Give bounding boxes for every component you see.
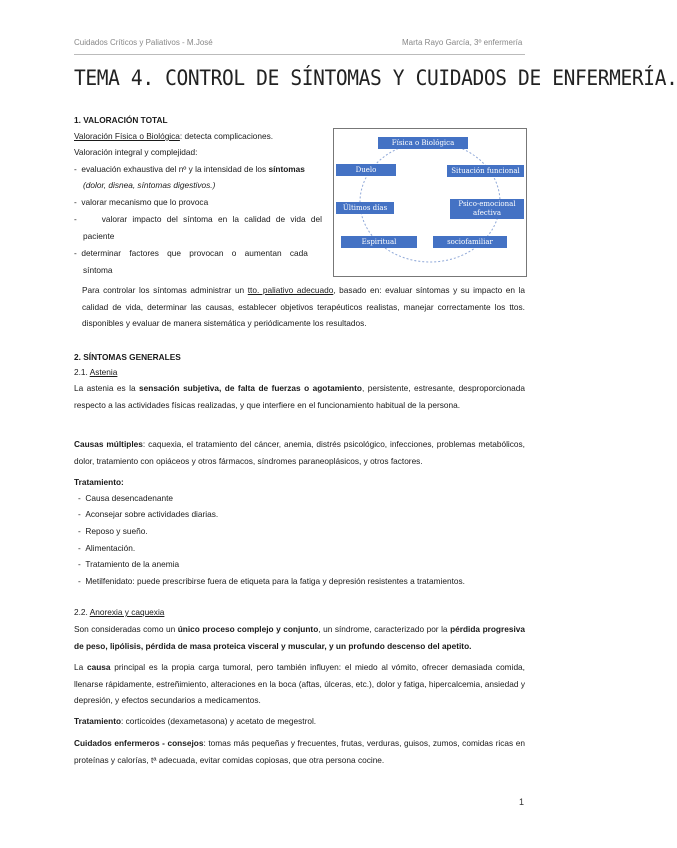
trat-item: - Tratamiento de la anemia xyxy=(78,559,180,569)
bullet-1-cont: (dolor, disnea, síntomas digestivos.) xyxy=(83,180,216,190)
valoracion-fisica-line: Valoración Física o Biológica: detecta complicaciones. xyxy=(74,131,274,141)
trat-item: - Aconsejar sobre actividades diarias. xyxy=(78,509,219,519)
valoracion-integral-line: Valoración integral y complejidad: xyxy=(74,147,198,157)
header-divider xyxy=(74,54,525,55)
valoracion-diagram xyxy=(333,128,527,277)
node-espiritual: Espiritual xyxy=(341,236,417,248)
section-heading-1: 1. VALORACIÓN TOTAL xyxy=(74,115,168,125)
paragraph-tto-paliativo: Para controlar los síntomas administrar un tto. paliativo adecuado, basado en: evaluar síntomas y su impacto en la calidad de vida, determinar las causas, establecer objetivos terapéuticos realistas, manejar correctamente los ttos. disponibles y evaluar de manera sistemática y periódicamente los resultados. xyxy=(82,285,526,328)
trat-item: - Alimentación. xyxy=(78,543,136,553)
subsection-anorexia: 2.2. Anorexia y caquexia xyxy=(74,607,165,617)
bullet-2: - valorar mecanismo que lo provoca xyxy=(74,197,209,207)
node-psico: Psico-emocional afectiva xyxy=(450,199,524,219)
paragraph-causa: La causa principal es la propia carga tumoral, pero también influyen: el miedo al vómito, ofrecer demasiada comida, llenarse rápidamente, estreñimiento, alteraciones en la boca (aftas, úlceras, etc.), dolor y fatiga, hipercalcemia, ansiedad y depresión, y efectos secundarios a medicamentos. xyxy=(74,662,525,705)
bullet-3: - valorar impacto del síntoma en la calidad de vida del xyxy=(74,214,322,224)
bullet-4: - determinar factores que provocan o aumentan cada xyxy=(74,248,308,258)
tratamiento-heading: Tratamiento: xyxy=(74,477,124,487)
node-sociofamiliar: sociofamiliar xyxy=(433,236,507,248)
node-fisica: Física o Biológica xyxy=(378,137,468,149)
node-ultimos-dias: Últimos días xyxy=(336,202,394,214)
bullet-1: - evaluación exhaustiva del nº y la intensidad de los síntomas xyxy=(74,164,305,174)
trat-item: - Reposo y sueño. xyxy=(78,526,148,536)
paragraph-anorexia: Son consideradas como un único proceso complejo y conjunto, un síndrome, caracterizado por la pérdida progresiva de peso, lipólisis, pérdida de masa proteica visceral y muscular, y un profundo descenso del apetito. xyxy=(74,624,525,651)
header-left: Cuidados Críticos y Paliativos - M.José xyxy=(74,38,213,47)
paragraph-cuidados: Cuidados enfermeros - consejos: tomas más pequeñas y frecuentes, frutas, verduras, guisos, zumos, comidas ricas en proteínas y calorías, tª adecuada, evitar comidas copiosas, que otra persona cocine. xyxy=(74,738,525,765)
section-heading-2: 2. SÍNTOMAS GENERALES xyxy=(74,352,181,362)
paragraph-causas: Causas múltiples: caquexia, el tratamiento del cáncer, anemia, distrés psicológico, infecciones, problemas metabólicos, dolor, tratamiento con opiáceos y otros fármacos, síndromes paraneoplásicos, y otros factores. xyxy=(74,439,525,466)
node-duelo: Duelo xyxy=(336,164,396,176)
header-right: Marta Rayo García, 3º enfermería xyxy=(402,38,523,47)
trat-item: - Causa desencadenante xyxy=(78,493,174,503)
paragraph-astenia: La astenia es la sensación subjetiva, de falta de fuerzas o agotamiento, persistente, estresante, desproporcionada respecto a las actividades físicas realizadas, y que interfiere en el funcionamiento habitual de la persona. xyxy=(74,383,525,410)
trat-item: - Metilfenidato: puede prescribirse fuera de etiqueta para la fatiga y depresión resistentes a tratamientos. xyxy=(78,576,465,586)
node-situacion: Situación funcional xyxy=(447,165,524,177)
paragraph-tratamiento: Tratamiento: corticoides (dexametasona) y acetato de megestrol. xyxy=(74,716,317,726)
page-title: TEMA 4. CONTROL DE SÍNTOMAS Y CUIDADOS DE ENFERMERÍA. xyxy=(74,66,677,90)
subsection-astenia: 2.1. Astenia xyxy=(74,367,118,377)
bullet-3-cont: paciente xyxy=(83,231,115,241)
page-number: 1 xyxy=(519,797,525,807)
bullet-4-cont: síntoma xyxy=(83,265,113,275)
